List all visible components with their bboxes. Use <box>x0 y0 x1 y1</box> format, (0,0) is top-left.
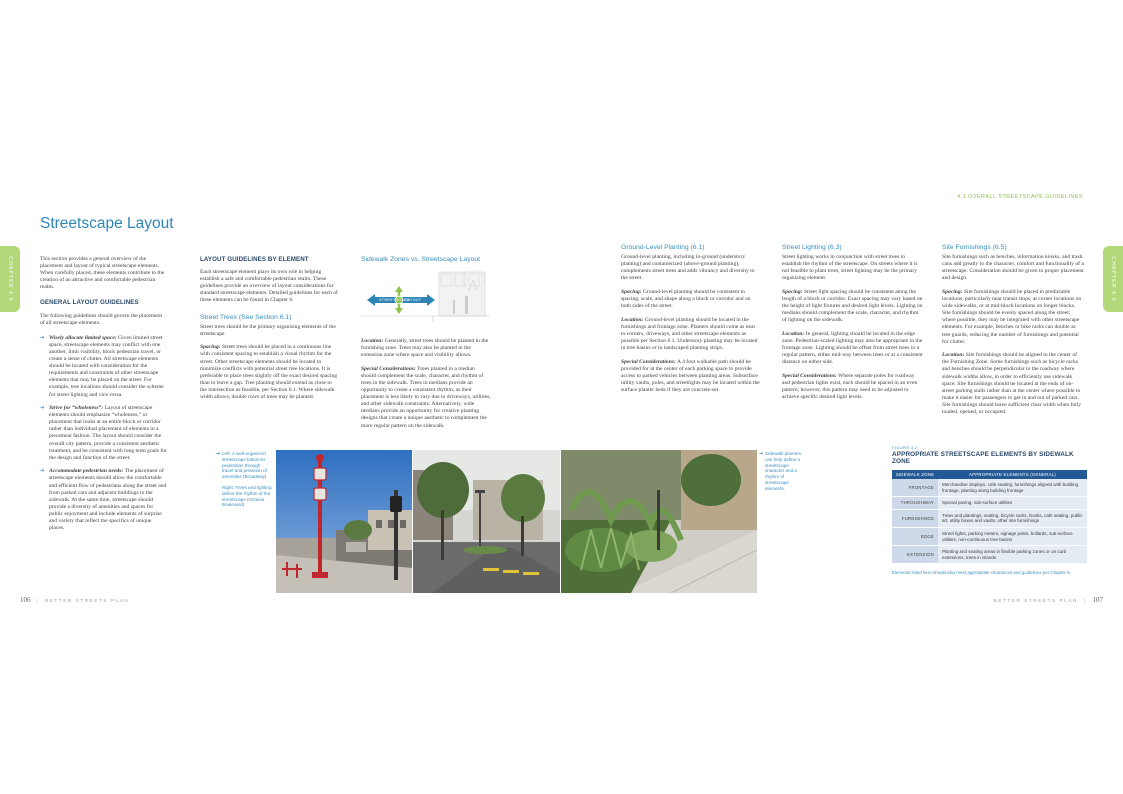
table-row <box>892 479 1087 497</box>
lighting-spacing: Spacing: Street light spacing should be consistent along the length of a block or corridor. Exact spacing may vary based on the height of light fixtures and desired light levels. Lighting on medians should complement the scale, character, and rhythm of lighting on the sidewalk. <box>782 288 923 324</box>
footer-divider: | <box>36 598 40 603</box>
column-lighting <box>782 244 924 408</box>
zone-cell: EXTENSION <box>892 546 938 564</box>
street-trees-heading: Street Trees (See Section 6.1) <box>200 313 292 321</box>
table-header-row <box>892 470 1087 479</box>
elements-cell: Special paving, sub-surface utilities <box>938 497 1087 510</box>
lighting-heading: Street Lighting (6.3) <box>782 244 842 251</box>
arrow-icon: ➔ <box>759 451 764 457</box>
column-sidewalk-zones <box>361 256 491 436</box>
broadway-photo-svg <box>276 450 412 593</box>
trees-location-block <box>361 338 491 430</box>
zone-cell: THROUGHWAY <box>892 497 938 510</box>
lighting-intro: Street lighting works in conjunction with street trees to establish the rhythm of the streetscape. On streets where it is not feasible to plant trees, street lighting may be the primary organizing element. <box>782 254 918 282</box>
chapter-tab-label: CHAPTER 4.0 <box>7 256 13 302</box>
header-appropriate-elements: APPROPRIATE ELEMENTS (GENERAL) <box>938 470 1087 479</box>
planting-location: Location: Ground-level planting should be located in the furnishings and frontage zone. Planters should come as near to corners, driveways, and other streetscape elements as possible per Section 6.1. Understory planting may be located in tree basins or in landscaped planting strips. <box>621 316 758 352</box>
trees-special: Special Considerations: Trees planted in a median should complement the scale, character, and rhythm of trees in the sidewalk. Trees in medians provide an opportunity to create a consistent rhythm, as their placement is less likely to vary due to driveways, utilities, and other sidewalk constraints. Alternatively, wide medians provide an opportunity for creative planting designs that create a unique aesthetic to complement the more regular pattern on the sidewalk. <box>361 365 491 429</box>
arrow-icon: ➔ <box>216 451 221 457</box>
caption-planters: Sidewalk planters can help define a streetscape character and a rhythm of streetscape elements. <box>765 451 802 491</box>
running-head: 4.1 OVERALL STREETSCAPE GUIDELINES <box>957 194 1083 200</box>
footer-divider: | <box>1083 598 1087 603</box>
footer-left <box>20 596 129 604</box>
furnishings-heading: Site Furnishings (6.5) <box>942 244 1007 251</box>
page-number-right: 107 <box>1092 596 1103 604</box>
octavia-photo-svg <box>413 450 560 593</box>
furnishings-location: Location: Site furnishings should be aligned in the center of the Furnishing Zone. Some furnishings such as bicycle racks and benches should be perpendicular to the roadway where sidewalk widths allow, in order to efficiently use sidewalk space. Site furnishings should be located at the ends of on-street parking stalls rather than at the center where possible to make it easier for passengers to get in and out of parked cars. Site furnishings should leave sufficient clear width when fully loaded, opened, or occupied. <box>942 352 1082 415</box>
arrow-icon: ➔ <box>40 405 45 412</box>
streetscape-diagram <box>361 266 489 328</box>
furnishings-spacing: Spacing: Site furnishings should be placed in predictable locations, particularly near transit stops, at corner locations on wide sidewalks, or at mid-block locations on longer blocks. Site furnishings should be evenly spaced along the street; where possible, they may be integrated with other streetscape elements. For example, benches or bike racks can double as tree guards, reducing the number of furnishings and potential for clutter. <box>942 288 1082 345</box>
page-number-left: 106 <box>20 596 31 604</box>
list-item: ➔ Strive for “wholeness”: Layout of streetscape elements should emphasize “wholeness,” or placement that looks at an entire block or corridor rather than individual placement of elements in a piecemeal fashion. The layout should consider the overall city pattern, provide a consistent aesthetic treatment, and be consistent with long term goals for the design and function of the street. <box>40 405 167 461</box>
chapter-tab-right <box>1103 246 1123 312</box>
zone-cell: FURNISHINGS <box>892 509 938 527</box>
figure-title: APPROPRIATE STREETSCAPE ELEMENTS BY SIDEWALK ZONE <box>892 451 1074 465</box>
figure-sidewalk-zones <box>892 445 1087 575</box>
guidelines-list <box>40 335 168 532</box>
elements-cell: Merchandise displays, cafe seating, furnishings aligned with building frontage, planting along building frontage <box>938 479 1087 497</box>
elements-cell: Planting and seating areas in flexible parking zones or on curb extensions, trees in islands <box>938 546 1087 564</box>
table-row <box>892 546 1087 564</box>
column-furnishings <box>942 244 1084 423</box>
zone-cell: EDGE <box>892 527 938 545</box>
trees-spacing: Spacing: Street trees should be placed in a continuous line with consistent spacing to establish a visual rhythm for the street. Other streetscape elements should be located to minimize conflicts with potential street tree locations. It is preferable to place trees slightly off the exact desired spacing than to leave a gap. Tree planting should extend as close to the intersection as feasible, per Section 6.1. Where sidewalk width allows, double rows of trees may be planted. <box>200 344 338 400</box>
general-intro: The following guidelines should govern the placement of all streetscape elements: <box>40 312 163 326</box>
elements-cell: Trees and plantings, seating, bicycle racks, kiosks, cafe seating, public art, utility boxes and vaults, other site furnishings <box>938 509 1087 527</box>
arrow-icon: ➔ <box>40 468 45 475</box>
header-sidewalk-zone: SIDEWALK ZONE <box>892 470 938 479</box>
zones-table <box>892 470 1087 564</box>
footer-label-right: BETTER STREETS PLAN <box>993 598 1078 603</box>
table-note: Elements listed here should also meet appropriate clearances and guidelines per Chapter 6. <box>892 570 1071 576</box>
arrow-icon: ➔ <box>40 334 45 341</box>
list-item: ➔ Accommodate pedestrian needs: The placement of streetscape elements should allow the comfortable and efficient flow of pedestrians along the street and from parked cars and adjacent buildings to the sidewalk. At the same time, streetscape should provide a diversity of amenities and spaces for public enjoyment and include elements of surprise and variety that reflect the specifics of unique places. <box>40 468 167 532</box>
layout-guidelines-heading: LAYOUT GUIDELINES BY ELEMENT <box>200 256 309 263</box>
planting-heading: Ground-Level Planting (6.1) <box>621 244 705 251</box>
figure-label: FIGURE 4.2 <box>892 445 918 450</box>
photo-sidewalk-planters <box>561 450 757 593</box>
layout-intro: Each streetscape element plays its own role in helping establish a safe and comfortable pedestrian realm. These guidelines provide an overview of layout considerations for standard streetscape elements. Detailed guidelines for each of these elements can be found in Chapter 6. <box>200 269 338 304</box>
chapter-tab-left <box>0 246 20 312</box>
footer-label-left: BETTER STREETS PLAN <box>45 598 130 603</box>
trees-location: Location: Generally, street trees should be planted in the furnishing zone. Trees may also be planted in the extension zone where space and visibility allows. <box>361 338 489 359</box>
sidewalk-zones-heading: Sidewalk Zones vs. Streetscape Layout <box>361 256 481 263</box>
column-planting <box>621 244 761 401</box>
caption-octavia: Right: Trees and lighting define the rhythm of the streetscape (Octavia Boulevard) <box>222 484 272 508</box>
trees-paragraph: Street trees should be the primary organising elements of the streetscape <box>200 323 336 337</box>
intro-paragraph: This section provides a general overview of the placement and layout of typical streetscape elements. When carefully placed, these elements contribute to the creation of an attractive and comfortable pedestrian realm. <box>40 256 165 291</box>
streetscape-diagram-svg <box>361 266 489 328</box>
footer-right <box>994 596 1103 604</box>
planting-special: Special Considerations: A 4 foot walkable path should be provided for at the center of each parking space to provide access to parked vehicles between planting areas. Subsurface utility vaults, poles, and streetlights may be located within the surface planter beds if they are concrete-set. <box>621 358 760 394</box>
table-row <box>892 527 1087 545</box>
table-row <box>892 509 1087 527</box>
photo-caption-left <box>216 451 272 508</box>
table-row <box>892 497 1087 510</box>
lighting-special: Special Considerations: Where separate poles for roadway and pedestrian lights exist, each should be spaced in an even pattern; however, this pattern may need to be adjusted to achieve specific desired light levels. <box>782 372 918 401</box>
diagram-label-streetscape: STREETSCAPE <box>379 298 410 302</box>
caption-broadway: Left: A well-organized streetscape balances pedestrian through travel and provision of amenities (Broadway) <box>222 451 267 480</box>
page-title: Streetscape Layout <box>40 215 174 232</box>
list-item: ➔ Wisely allocate limited space: Given limited street space, streetscape elements may conflict with one another, limit visibility, block pedestrian travel, or create a sense of clutter. All streetscape elements should be located with consideration for the requirements and constraints of other streetscape elements that may be placed on the street. For example, tree locations should consider the scheme for street lighting and vice versa. <box>40 334 164 398</box>
planters-photo-svg <box>561 450 757 593</box>
general-layout-heading: GENERAL LAYOUT GUIDELINES <box>40 299 139 307</box>
lighting-location: Location: In general, lighting should be located in the edge zone. Pedestrian-scaled lighting may also be appropriate in the frontage zone. Lighting should be offset from street trees in a regular pattern, either mid-way between trees or at a consistent distance on either side. <box>782 330 923 366</box>
column-layout-guidelines <box>200 256 338 408</box>
furnishings-intro: Site furnishings such as benches, information kiosks, and trash cans add greatly to the character, comfort and functionality of a streetscape. Consideration should be given to proper placement and design. <box>942 254 1084 282</box>
diagram-label-layout: LAYOUT <box>405 298 422 302</box>
photo-caption-right <box>759 451 807 492</box>
elements-cell: Street lights, parking meters, signage poles, bollards, sub-surface utilities, non-continuous tree basins <box>938 527 1087 545</box>
chapter-tab-label: CHAPTER 4.0 <box>1110 256 1116 302</box>
column-intro <box>40 256 168 539</box>
photo-broadway-streetscape <box>276 450 412 593</box>
zone-cell: FRONTAGE <box>892 479 938 497</box>
photo-octavia-boulevard <box>413 450 560 593</box>
planting-intro: Ground-level planting, including in-ground (understory planting) and containerized (above-ground planting), complements street trees and adds vibrancy and diversity to the street. <box>621 254 755 282</box>
planting-spacing: Spacing: Ground-level planting should be consistent in spacing, scale, and shape along a block or corridor and on both sides of the street. <box>621 288 751 310</box>
